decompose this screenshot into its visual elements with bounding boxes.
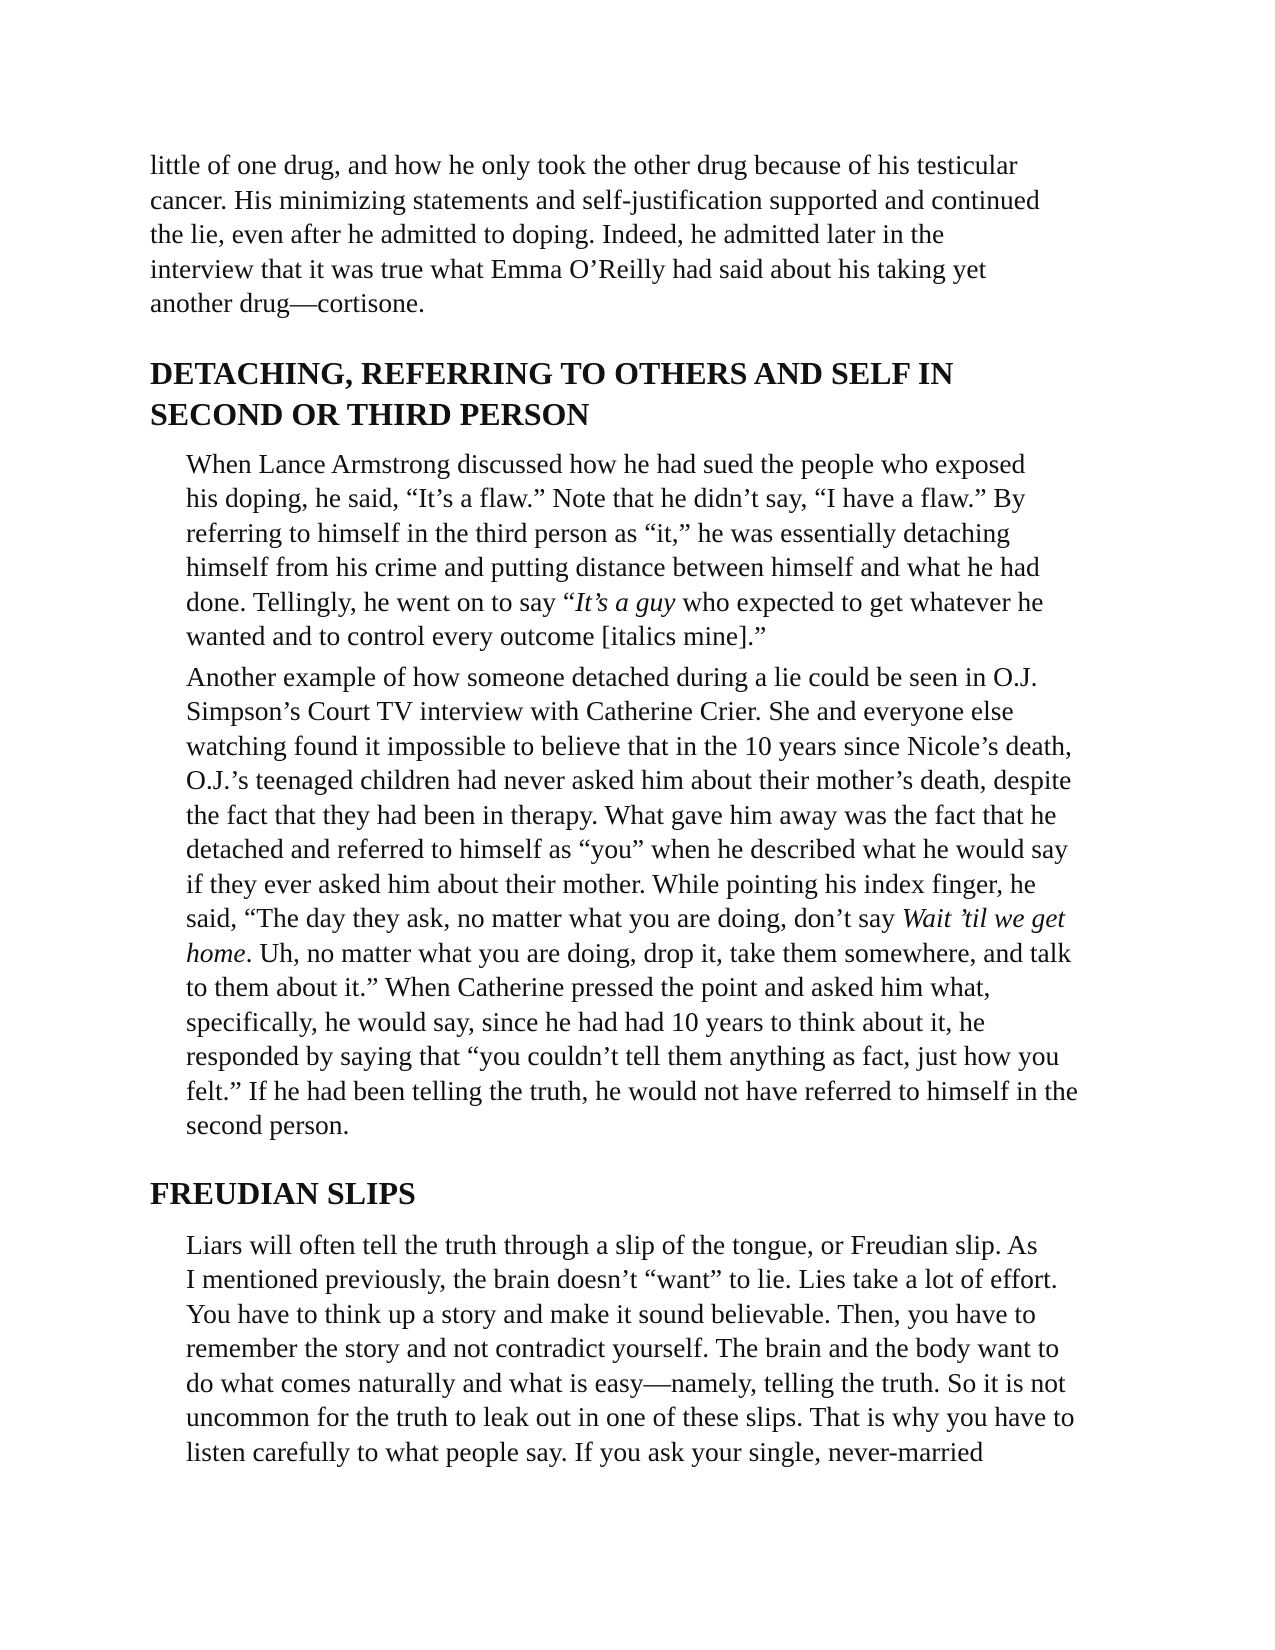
text-line: little of one drug, and how he only took the other drug because of his testicular xyxy=(150,149,1018,180)
text-line: responded by saying that “you couldn’t tell them anything as fact, just how you xyxy=(186,1040,1060,1071)
text-line: Simpson’s Court TV interview with Catherine Crier. She and everyone else xyxy=(186,695,1014,726)
text-line: referring to himself in the third person as “it,” he was essentially detaching xyxy=(186,516,1010,548)
book-page xyxy=(150,148,1140,1469)
text-run: said, “The day they ask, no matter what you are doing, don’t say xyxy=(186,902,902,933)
text-line: cancer. His minimizing statements and self-justification supported and continued xyxy=(150,183,1040,215)
text-line: do what comes naturally and what is easy—namely, telling the truth. So it is not xyxy=(186,1366,1066,1398)
text-line: I mentioned previously, the brain doesn’t “want” to lie. Lies take a lot of effort. xyxy=(186,1263,1058,1294)
paragraph-continued xyxy=(150,148,1140,321)
text-line: Another example of how someone detached during a lie could be seen in O.J. xyxy=(186,660,1038,692)
text-line: interview that it was true what Emma O’Reilly had said about his taking yet xyxy=(150,252,987,284)
italic-text: It’s a guy xyxy=(575,585,676,617)
text-line: detached and referred to himself as “you” when he described what he would say xyxy=(186,833,1068,864)
italic-text: home xyxy=(186,936,246,968)
text-line: his doping, he said, “It’s a flaw.” Note that he didn’t say, “I have a flaw.” By xyxy=(186,482,1026,513)
text-line: Liars will often tell the truth through a slip of the tongue, or Freudian slip. As xyxy=(186,1228,1038,1260)
text-line: another drug—cortisone. xyxy=(150,287,425,318)
heading-line: FREUDIAN SLIPS xyxy=(150,1174,416,1211)
text-line: the lie, even after he admitted to doping. Indeed, he admitted later in the xyxy=(150,218,945,249)
paragraph-oj-simpson xyxy=(150,660,1140,1143)
text-line: O.J.’s teenaged children had never asked him about their mother’s death, despite xyxy=(186,764,1072,795)
heading-line: SECOND OR THIRD PERSON xyxy=(150,395,590,432)
section-heading-freudian-slips xyxy=(150,1173,1140,1214)
text-line: second person. xyxy=(186,1109,350,1140)
text-line: wanted and to control every outcome [italics mine].” xyxy=(186,620,767,651)
text-line xyxy=(150,585,1140,620)
text-run: . Uh, no matter what you are doing, drop it, take them somewhere, and talk xyxy=(245,936,1072,968)
text-line: specifically, he would say, since he had had 10 years to think about it, he xyxy=(186,1005,986,1037)
paragraph-lance-armstrong xyxy=(150,447,1140,654)
text-line xyxy=(150,901,1140,936)
text-line: remember the story and not contradict yourself. The brain and the body want to xyxy=(186,1332,1060,1363)
text-line: listen carefully to what people say. If you ask your single, never-married xyxy=(186,1435,984,1467)
section-heading-detaching xyxy=(150,353,1140,435)
italic-text: Wait ’til we get xyxy=(901,902,1066,933)
paragraph-freudian-slips xyxy=(150,1228,1140,1470)
text-line: You have to think up a story and make it sound believable. Then, you have to xyxy=(186,1297,1036,1329)
text-line: watching found it impossible to believe that in the 10 years since Nicole’s death, xyxy=(186,729,1072,761)
text-line: if they ever asked him about their mother. While pointing his index finger, he xyxy=(186,867,1036,899)
text-line: When Lance Armstrong discussed how he had sued the people who exposed xyxy=(186,447,1026,479)
text-run: who expected to get whatever he xyxy=(675,585,1044,617)
heading-line: DETACHING, REFERRING TO OTHERS AND SELF IN xyxy=(150,354,954,391)
text-line: uncommon for the truth to leak out in one of these slips. That is why you have to xyxy=(186,1401,1075,1432)
text-line: the fact that they had been in therapy. What gave him away was the fact that he xyxy=(186,798,1057,830)
text-line xyxy=(150,936,1140,971)
text-line: himself from his crime and putting distance between himself and what he had xyxy=(186,551,1040,582)
text-line: to them about it.” When Catherine pressed the point and asked him what, xyxy=(186,971,991,1002)
text-line: felt.” If he had been telling the truth, he would not have referred to himself in the xyxy=(186,1074,1078,1106)
text-run: done. Tellingly, he went on to say “ xyxy=(186,585,576,617)
